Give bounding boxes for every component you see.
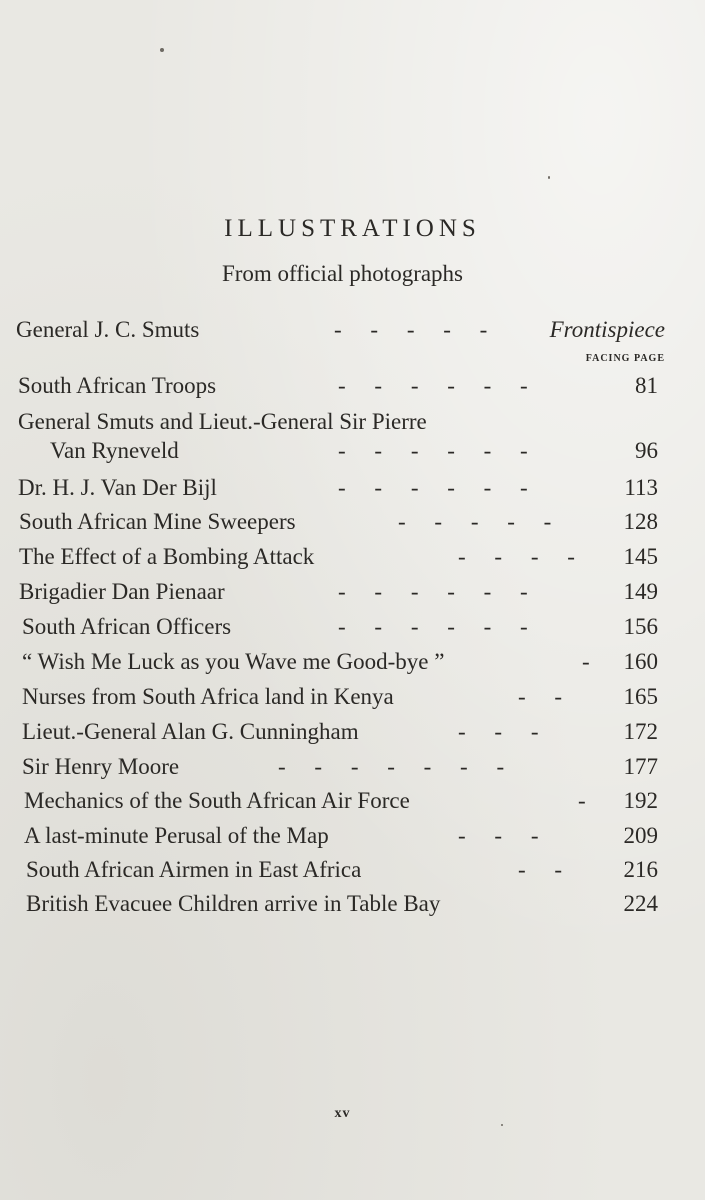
entry-page: 192: [623, 788, 658, 813]
entry-title: Mechanics of the South African Air Force: [24, 788, 410, 813]
entry-leader: - - - - -: [398, 509, 552, 534]
list-item: [0, 611, 705, 643]
page-subheading: From official photographs: [221, 261, 464, 286]
list-item: [0, 370, 705, 402]
list-item: [0, 435, 705, 467]
entry-leader: - - - - - -: [338, 614, 528, 639]
entry-title: South African Troops: [18, 373, 217, 398]
entry-title: Nurses from South Africa land in Kenya: [22, 684, 394, 709]
entry-page: 224: [623, 891, 658, 916]
entry-page: 165: [623, 684, 658, 709]
entry-title: Lieut.-General Alan G. Cunningham: [22, 719, 359, 744]
entry-title: Dr. H. J. Van Der Bijl: [18, 475, 217, 500]
entry-page: 145: [623, 544, 658, 569]
list-item: [0, 888, 705, 920]
entry-title: Sir Henry Moore: [22, 754, 180, 779]
entry-page: 172: [623, 719, 658, 744]
entry-leader: - - - - - -: [338, 373, 528, 398]
entry-page: 81: [635, 373, 658, 398]
entry-page: 128: [623, 509, 658, 534]
facing-page-label: FACING PAGE: [585, 353, 665, 364]
entry-title: South African Officers: [22, 614, 232, 639]
entry-page: 216: [623, 857, 658, 882]
entry-title: “ Wish Me Luck as you Wave me Good-bye ”: [22, 649, 445, 674]
entry-page: 160: [623, 649, 658, 674]
entry-leader: - - - - - -: [338, 438, 528, 463]
entry-leader: - - - - - -: [338, 579, 528, 604]
entry-title: South African Mine Sweepers: [19, 509, 296, 534]
entry-leader: -: [582, 649, 590, 674]
entry-leader: - - - - - -: [338, 475, 528, 500]
entry-leader: - - - -: [458, 544, 575, 569]
entry-page: 113: [624, 475, 658, 500]
list-item: [0, 854, 705, 886]
list-item: [0, 751, 705, 783]
page-heading: ILLUSTRATIONS: [224, 215, 481, 242]
entry-leader: - -: [518, 857, 563, 882]
entry-leader: - - -: [458, 823, 539, 848]
entry-page: 149: [623, 579, 658, 604]
entry-page: 156: [623, 614, 658, 639]
entry-title: The Effect of a Bombing Attack: [19, 544, 315, 569]
list-item: [0, 785, 705, 817]
entry-title: General Smuts and Lieut.-General Sir Pierre: [18, 409, 427, 434]
list-item: [0, 472, 705, 504]
entry-title: Van Ryneveld: [50, 438, 179, 463]
list-item: [0, 820, 705, 852]
entry-page: Frontispiece: [549, 317, 665, 342]
list-item: [0, 406, 705, 438]
list-item: [0, 716, 705, 748]
list-item: [0, 506, 705, 538]
entry-leader: - - - - -: [334, 317, 488, 342]
page-folio: xv: [334, 1106, 351, 1121]
entry-page: 96: [635, 438, 658, 463]
list-item: [0, 314, 705, 346]
list-item: [0, 681, 705, 713]
list-item: [0, 541, 705, 573]
entry-page: 177: [623, 754, 658, 779]
entry-title: British Evacuee Children arrive in Table Bay: [26, 891, 441, 916]
entry-leader: - - - - - - -: [278, 754, 505, 779]
entry-page: 209: [623, 823, 658, 848]
entry-leader: - - -: [458, 719, 539, 744]
entry-title: A last-minute Perusal of the Map: [24, 823, 329, 848]
entry-leader: -: [578, 788, 586, 813]
list-item: [0, 576, 705, 608]
entry-leader: - -: [518, 684, 563, 709]
entry-title: General J. C. Smuts: [16, 317, 200, 342]
list-item: [0, 646, 705, 678]
entry-title: Brigadier Dan Pienaar: [19, 579, 225, 604]
entry-title: South African Airmen in East Africa: [26, 857, 362, 882]
